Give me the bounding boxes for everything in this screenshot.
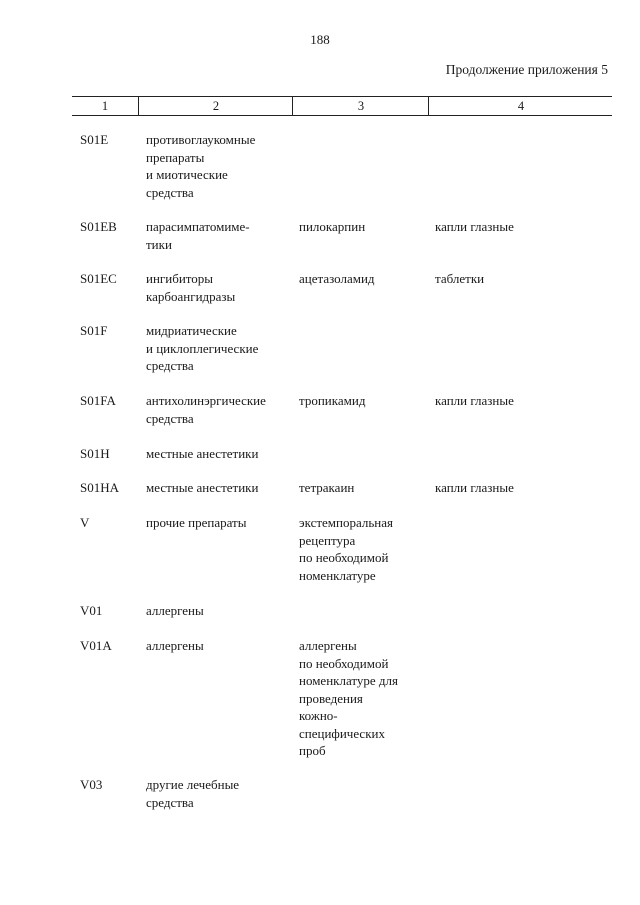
atc-code: V — [80, 515, 90, 530]
dosage-form: капли глазные — [435, 480, 514, 495]
group-name: ингибиторы карбоангидразы — [146, 271, 236, 304]
group-name: парасимпатомиме- тики — [146, 219, 250, 252]
atc-code: S01H — [80, 446, 110, 461]
drug-name: пилокарпин — [299, 219, 366, 234]
page-number: 188 — [310, 32, 330, 47]
header-col-4: 4 — [428, 97, 613, 115]
table-header — [72, 96, 612, 116]
drug-name: тропикамид — [299, 393, 366, 408]
dosage-form: капли глазные — [435, 219, 514, 234]
atc-code: S01F — [80, 323, 108, 338]
continuation-title: Продолжение приложения 5 — [445, 62, 608, 77]
dosage-form: капли глазные — [435, 393, 514, 408]
group-name: аллергены — [146, 603, 204, 618]
group-name: противоглаукомные препараты и миотические средства — [146, 132, 256, 200]
drug-name: ацетазоламид — [299, 271, 375, 286]
atc-code: S01FA — [80, 393, 116, 408]
group-name: местные анестетики — [146, 446, 259, 461]
drug-name: тетракаин — [299, 480, 355, 495]
atc-code: S01EB — [80, 219, 117, 234]
group-name: другие лечебные средства — [146, 777, 240, 810]
atc-code: V01 — [80, 603, 103, 618]
group-name: аллергены — [146, 638, 204, 653]
drug-name: экстемпоральная рецептура по необходимой номенклатуре — [299, 515, 393, 583]
group-name: антихолинэргические средства — [146, 393, 266, 426]
header-col-1: 1 — [101, 99, 109, 113]
header-col-2: 2 — [138, 97, 293, 115]
atc-code: V01A — [80, 638, 112, 653]
atc-code: S01HA — [80, 480, 120, 495]
dosage-form: таблетки — [435, 271, 485, 286]
atc-code: V03 — [80, 777, 103, 792]
atc-code: S01EC — [80, 271, 117, 286]
header-col-3: 3 — [292, 97, 429, 115]
atc-code: S01E — [80, 132, 109, 147]
group-name: прочие препараты — [146, 515, 247, 530]
group-name: мидриатические и циклоплегические средства — [146, 323, 259, 373]
group-name: местные анестетики — [146, 480, 259, 495]
drug-name: аллергены по необходимой номенклатуре для проведения кожно- специфических проб — [299, 638, 399, 758]
